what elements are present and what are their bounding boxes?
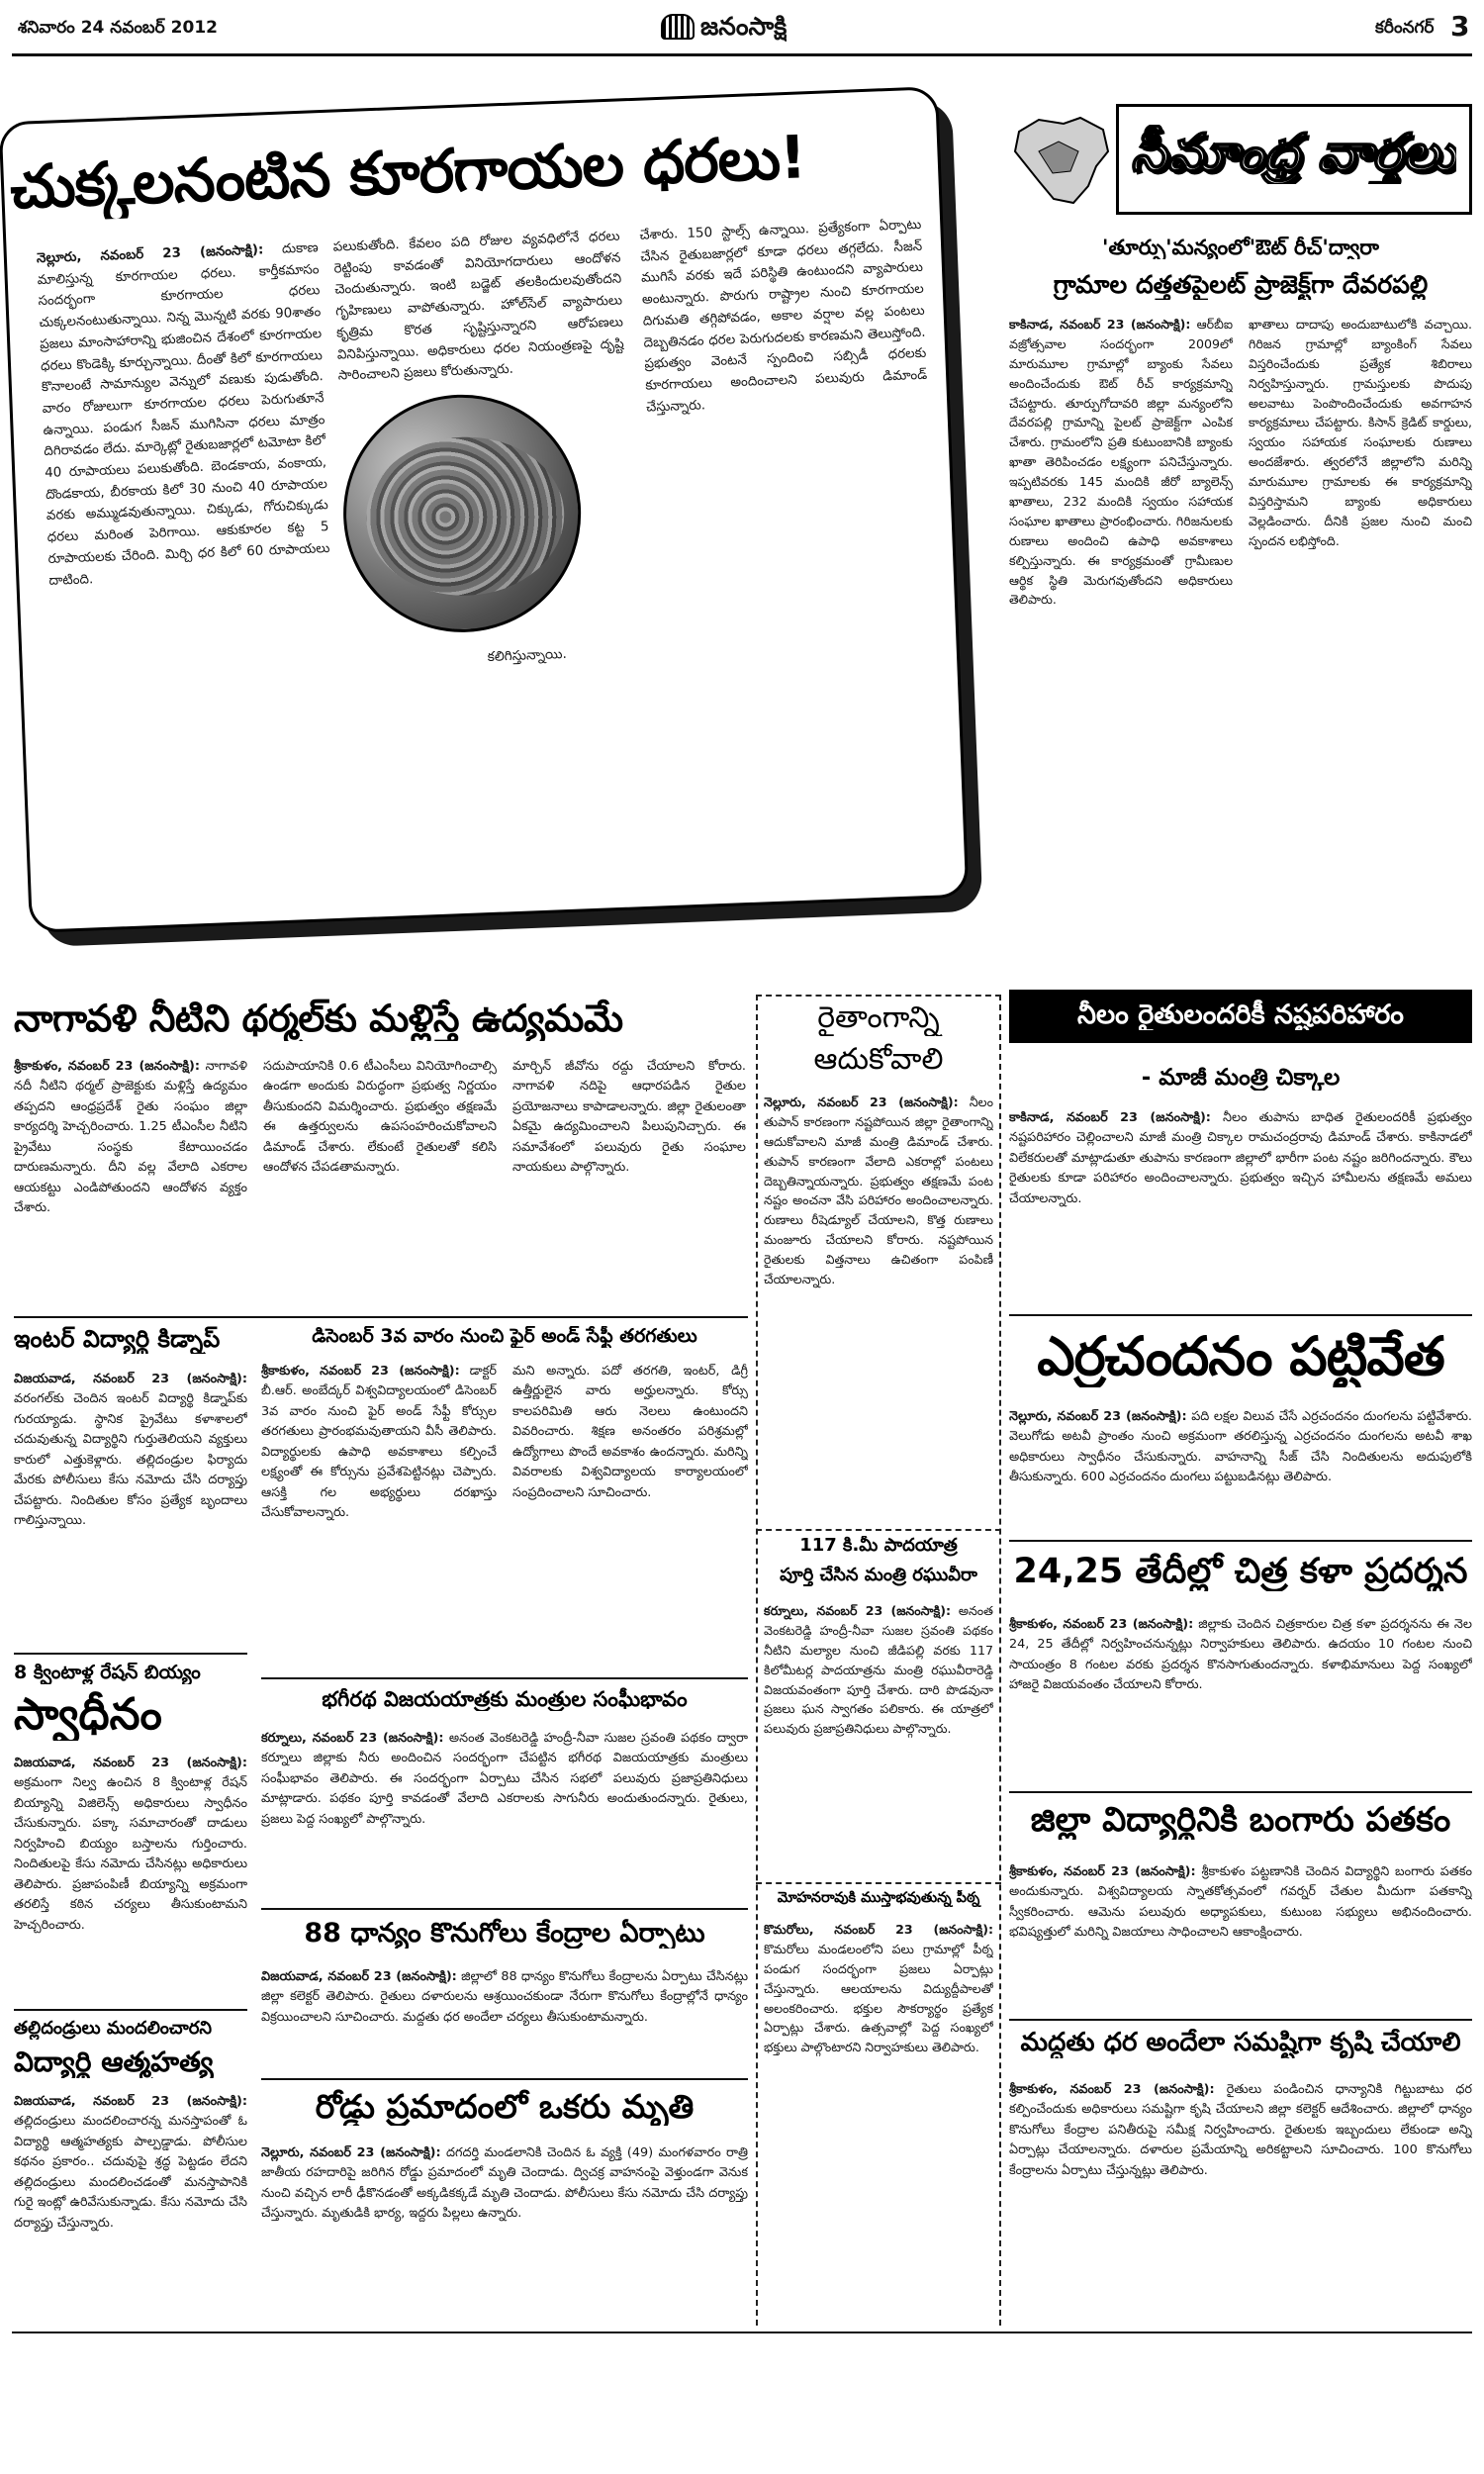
story-support (1009, 2029, 1472, 2326)
fire-column-1-text: డాక్టర్ బీ.ఆర్. అంబేద్కర్ విశ్వవిద్యాలయంలో డిసెంబర్ 3వ వారం నుంచి ఫైర్ అండ్ సేఫ్టీ కోర్సుల తరగతులు ప్రారంభమవుతాయని వీసీ తెలిపారు. విద్యార్థులకు ఉపాధి అవకాశాలు కల్పించే లక్ష్యంతో ఈ కోర్సును ప్రవేశపెట్టినట్లు చెప్పారు. ఆసక్తి గల అభ్యర్థులు దరఖాస్తు చేసుకోవాలన్నారు. (261, 1364, 497, 1521)
story-devarapalli (1009, 236, 1472, 998)
seemandhra-title-box (1116, 104, 1472, 215)
story-bhagiratha (261, 1687, 748, 1905)
divider-nagavali (14, 1316, 748, 1318)
dashed-divider-farmers (756, 1529, 1001, 1531)
rice-headline-2: స్వాధీనం (14, 1690, 162, 1740)
story-fire (261, 1326, 748, 1672)
farmers-dateline: నెల్లూరు, నవంబర్ 23 (జనంసాక్షి): (764, 1094, 959, 1109)
padayatra-headline-2: పూర్తి చేసిన మంత్రి రఘువీరా (780, 1566, 977, 1585)
bhagiratha-headline: భగీరథ విజయయాత్రకు మంత్రుల సంఘీభావం (322, 1687, 688, 1711)
mohanrao-headline: మోహనరావుకి ముస్తాభవుతున్న పీఠ్న (777, 1890, 980, 1906)
story-art (1009, 1552, 1472, 1789)
lead-photo-caption: కలిగిస్తున్నాయి. (487, 645, 568, 665)
suicide-text: తల్లిదండ్రులు మందలించారన్న మనస్తాపంతో ఓ విద్యార్థి ఆత్మహత్యకు పాల్పడ్డాడు. పోలీసుల కథనం ప్రకారం.. చదువుపై శ్రద్ధ పెట్టడం లేదని తల్లిదండ్రులు మందలించడంతో మనస్తాపానికి గురై ఇంట్లో ఉరివేసుకున్నాడు. కేసు నమోదు చేసి దర్యాప్తు చేస్తున్నారు. (14, 2114, 247, 2231)
divider-kidnap (14, 1653, 247, 1655)
story-mohanrao (764, 1890, 993, 2326)
neelam-text: నీలం తుపాను బాధిత రైతులందరికీ ప్రభుత్వం నష్టపరిహారం చెల్లించాలని మాజీ మంత్రి చిక్కాల రామచంద్రరావు డిమాండ్ చేశారు. కాకినాడలో విలేకరులతో మాట్లాడుతూ తుపాను కారణంగా జిల్లాలో భారీగా పంట నష్టం జరిగిందన్నారు. కౌలు రైతులకు కూడా పరిహారం అందించాలన్నారు. ప్రభుత్వం ఇచ్చిన హామీలను తక్షణమే అమలు చేయాలన్నారు. (1009, 1110, 1472, 1206)
bhagiratha-dateline: కర్నూలు, నవంబర్ 23 (జనంసాక్షి): (261, 1731, 444, 1746)
divider-gold (1009, 2019, 1472, 2021)
support-text: రైతులు పండించిన ధాన్యానికి గిట్టుబాటు ధర కల్పించేందుకు అధికారులు సమష్టిగా కృషి చేయాలని జిల్లా కలెక్టర్ ఆదేశించారు. జిల్లాలో ధాన్యం కొనుగోలు కేంద్రాల పనితీరుపై సమీక్ష నిర్వహించారు. రైతులకు ఇబ్బందులు లేకుండా అన్ని ఏర్పాట్లు చేయాలన్నారు. దళారుల ప్రమేయాన్ని అరికట్టాలని సూచించారు. 100 కొనుగోలు కేంద్రాలను ఏర్పాటు చేస్తున్నట్లు తెలిపారు. (1009, 2082, 1472, 2178)
nagavali-column-1-text: నాగావళి నదీ నీటిని థర్మల్ ప్రాజెక్టుకు మళ్లిస్తే ఉద్యమం తప్పదని ఆంధ్రప్రదేశ్ రైతు సంఘం జిల్లా కార్యదర్శి హెచ్చరించారు. 1.25 టీఎంసీల నీటిని ప్రైవేటు సంస్థకు కేటాయించడం దారుణమన్నారు. దీని వల్ల వేలాది ఎకరాల ఆయకట్టు ఎండిపోతుందని ఆందోళన వ్యక్తం చేశారు. (14, 1059, 247, 1216)
rice-text: అక్రమంగా నిల్వ ఉంచిన 8 క్వింటాళ్ల రేషన్ బియ్యాన్ని విజిలెన్స్ అధికారులు స్వాధీనం చేసుకున్నారు. పక్కా సమాచారంతో దాడులు నిర్వహించి బియ్యం బస్తాలను గుర్తించారు. నిందితులపై కేసు నమోదు చేసినట్లు అధికారులు తెలిపారు. ప్రజాపంపిణీ బియ్యాన్ని అక్రమంగా తరలిస్తే కఠిన చర్యలు తీసుకుంటామని హెచ్చరించారు. (14, 1775, 247, 1933)
bottom-rule (12, 2331, 1472, 2333)
story-accident (261, 2088, 748, 2326)
nagavali-column-1 (14, 1057, 247, 1314)
farmers-body (764, 1093, 993, 1520)
nagavali-column-2 (263, 1057, 497, 1314)
suicide-body (14, 2092, 247, 2322)
fire-column-1 (261, 1362, 497, 1668)
redsandal-headline: ఎర్రచందనం పట్టివేత (1037, 1326, 1444, 1387)
story-nagavali (14, 998, 748, 1316)
andhra-map-icon (1009, 112, 1118, 211)
suicide-dateline: విజయవాడ, నవంబర్ 23 (జనంసాక్షి): (14, 2094, 247, 2109)
dashed-divider-padayatra (756, 1882, 1001, 1884)
nagavali-column-2-text: సదుపాయానికి 0.6 టీఎంసీలు వినియోగించాల్సి ఉండగా అందుకు విరుద్ధంగా ప్రభుత్వ నిర్ణయం తీసుకుందని విమర్శించారు. ప్రభుత్వం తక్షణమే ఈ ఉత్తర్వులను ఉపసంహరించుకోవాలని డిమాండ్ చేశారు. లేకుంటే రైతులతో కలిసి ఆందోళన చేపడతామన్నారు. (263, 1059, 497, 1176)
accident-dateline: నెల్లూరు, నవంబర్ 23 (జనంసాక్షి): (261, 2145, 441, 2160)
rice-body (14, 1754, 247, 2001)
fire-column-2 (512, 1362, 748, 1668)
kidnap-body (14, 1370, 247, 1645)
redsandal-body (1009, 1407, 1472, 1536)
neelam-dateline: కాకినాడ, నవంబర్ 23 (జనంసాక్షి): (1009, 1110, 1211, 1125)
suicide-headline-2: విద్యార్థి ఆత్మహత్య (14, 2046, 214, 2078)
paddy-headline: 88 ధాన్యం కొనుగోలు కేంద్రాల ఏర్పాటు (304, 1918, 705, 1949)
nagavali-column-3 (512, 1057, 746, 1314)
padayatra-dateline: కర్నూలు, నవంబర్ 23 (జనంసాక్షి): (764, 1603, 952, 1618)
art-headline: 24,25 తేదీల్లో చిత్ర కళా ప్రదర్శన (1013, 1552, 1468, 1591)
neelam-headline-bar (1009, 990, 1472, 1043)
devarapalli-headline-1: 'తూర్పు'మన్యంలో'ఔట్ రీచ్'ద్వారా (1102, 236, 1379, 259)
divider-rice (14, 2009, 247, 2011)
lead-column-2-text: పలుకుతోంది. కేవలం పది రోజుల వ్యవధిలోనే ధరలు రెట్టింపు కావడంతో వినియోగదారులు ఆందోళన చెందుతున్నారు. ఇంటి బడ్జెట్ తలకిందులవుతోందని గృహిణులు వాపోతున్నారు. హోల్‌సేల్ వ్యాపారులు కృత్రిమ కొరత సృష్టిస్తున్నారని ఆరోపణలు వినిపిస్తున్నాయి. అధికారులు ధరల నియంత్రణపై దృష్టి సారించాలని ప్రజలు కోరుతున్నారు. (332, 229, 624, 384)
dashed-border-top (756, 995, 1001, 997)
suicide-headline-1: తల్లిదండ్రులు మందలించారని (14, 2019, 213, 2039)
masthead-logo (661, 8, 829, 48)
neelam-body (1009, 1108, 1472, 1311)
story-kidnap (14, 1326, 247, 1648)
padayatra-headline-1: 117 కి.మీ పాదయాత్ర (799, 1536, 958, 1556)
masthead (0, 0, 1484, 61)
redsandal-text: పది లక్షల విలువ చేసే ఎర్రచందనం దుంగలను పట్టివేశారు. వెలుగోడు అటవీ ప్రాంతం నుంచి అక్రమంగా తరలిస్తున్న ఎర్రచందనం దుంగలను అటవీ శాఖ అధికారులు స్వాధీనం చేసుకున్నారు. వాహనాన్ని సీజ్ చేసి నిందితులను అదుపులోకి తీసుకున్నారు. 600 ఎర్రచందనం దుంగలు పట్టుబడినట్లు తెలిపారు. (1009, 1409, 1472, 1485)
neelam-subhead: - మాజీ మంత్రి చిక్కాల (1141, 1065, 1341, 1091)
rice-dateline: విజయవాడ, నవంబర్ 23 (జనంసాక్షి): (14, 1756, 247, 1770)
paddy-body (261, 1967, 748, 2074)
support-headline: మద్దతు ధర అందేలా సమష్టిగా కృషి చేయాలి (1020, 2029, 1461, 2057)
lead-headline: చుక్కలనంటిన కూరగాయల ధరలు! (8, 123, 807, 224)
fire-dateline: శ్రీకాకుళం, నవంబర్ 23 (జనంసాక్షి): (261, 1364, 460, 1379)
gold-text: శ్రీకాకుళం పట్టణానికి చెందిన విద్యార్థిని బంగారు పతకం అందుకున్నారు. విశ్వవిద్యాలయ స్నాతకోత్సవంలో గవర్నర్ చేతుల మీదుగా పతకాన్ని స్వీకరించారు. ఆమెను పలువురు అధ్యాపకులు, కుటుంబ సభ్యులు అభినందించారు. భవిష్యత్తులో మరిన్ని విజయాలు సాధించాలని ఆకాంక్షించారు. (1009, 1864, 1472, 1941)
seemandhra-panel (1009, 104, 1472, 218)
mohanrao-text: కొమరోలు మండలంలోని పలు గ్రామాల్లో పీఠ్న పండుగ సందర్భంగా ప్రజలు ఏర్పాట్లు చేస్తున్నారు. ఆలయాలను విద్యుద్దీపాలతో అలంకరించారు. భక్తుల సౌకర్యార్థం ప్రత్యేక ఏర్పాట్లు చేశారు. ఉత్సవాల్లో పెద్ద సంఖ్యలో భక్తులు పాల్గొంటారని నిర్వాహకులు తెలిపారు. (764, 1941, 993, 2055)
lead-photo (339, 390, 586, 636)
lead-frame (0, 86, 969, 933)
story-redsandal (1009, 1326, 1472, 1539)
rice-headline-1: 8 క్వింటాళ్ల రేషన్ బియ్యం (14, 1663, 201, 1683)
story-rice (14, 1663, 247, 2004)
farmers-text: నీలం తుపాన్ కారణంగా నష్టపోయిన జిల్లా రైతాంగాన్ని ఆదుకోవాలని మాజీ మంత్రి డిమాండ్ చేశారు. తుపాన్ కారణంగా వేలాది ఎకరాల్లో పంటలు దెబ్బతిన్నాయన్నారు. ప్రభుత్వం తక్షణమే పంట నష్టం అంచనా వేసి పరిహారం అందించాలన్నారు. రుణాలు రీషెడ్యూల్ చేయాలని, కొత్త రుణాలు మంజూరు చేయాలని కోరారు. నష్టపోయిన రైతులకు విత్తనాలు ఉచితంగా పంపిణీ చేయాలన్నారు. (764, 1094, 993, 1287)
paddy-dateline: విజయవాడ, నవంబర్ 23 (జనంసాక్షి): (261, 1969, 457, 1984)
devarapalli-column-2-text: ఖాతాలు దాదాపు అందుబాటులోకి వచ్చాయి. గిరిజన గ్రామాల్లో బ్యాంకింగ్ సేవలు విస్తరించేందుకు ప్రత్యేక శిబిరాలు నిర్వహిస్తున్నారు. గ్రామస్తులకు పొదుపు అలవాటు పెంపొందించేందుకు అవగాహన కార్యక్రమాలు చేపట్టారు. కిసాన్ క్రెడిట్ కార్డులు, స్వయం సహాయక సంఘాలకు రుణాలు అందజేశారు. త్వరలోనే జిల్లాలోని మరిన్ని మారుమూల గ్రామాలకు ఈ కార్యక్రమాన్ని విస్తరిస్తామని బ్యాంకు అధికారులు వెల్లడించారు. దీనికి ప్రజల నుంచి మంచి స్పందన లభిస్తోంది. (1249, 317, 1472, 548)
accident-text: దగదర్తి మండలానికి చెందిన ఓ వ్యక్తి (49) మంగళవారం రాత్రి జాతీయ రహదారిపై జరిగిన రోడ్డు ప్రమాదంలో మృతి చెందాడు. ద్విచక్ర వాహనంపై వెళ్తుండగా వెనుక నుంచి వచ్చిన లారీ ఢీకొనడంతో అక్కడికక్కడే మృతి చెందాడు. పోలీసులు కేసు నమోదు చేసి దర్యాప్తు చేస్తున్నారు. మృతుడికి భార్య, ఇద్దరు పిల్లలు ఉన్నారు. (261, 2145, 748, 2222)
fire-headline: డిసెంబర్ 3వ వారం నుంచి ఫైర్ అండ్ సేఫ్టీ తరగతులు (312, 1326, 697, 1347)
accident-body (261, 2143, 748, 2322)
kidnap-text: వరంగల్‌కు చెందిన ఇంటర్ విద్యార్థి కిడ్నాప్‌కు గురయ్యాడు. స్థానిక ప్రైవేటు కళాశాలలో చదువుతున్న విద్యార్థిని గుర్తుతెలియని వ్యక్తులు కారులో ఎత్తుకెళ్లారు. తల్లిదండ్రుల ఫిర్యాదు మేరకు పోలీసులు కేసు నమోదు చేసి దర్యాప్తు చేపట్టారు. నిందితుల కోసం ప్రత్యేక బృందాలు గాలిస్తున్నాయి. (14, 1391, 247, 1529)
farmers-headline-2: ఆదుకోవాలి (813, 1043, 944, 1077)
kidnap-headline: ఇంటర్ విద్యార్థి కిడ్నాప్ (14, 1326, 221, 1353)
story-farmers (764, 1001, 993, 1524)
divider-redsandal (1009, 1540, 1472, 1542)
nagavali-column-3-text: మార్చిన్ జీవోను రద్దు చేయాలని కోరారు. నాగావళి నదిపై ఆధారపడిన రైతుల ప్రయోజనాలు కాపాడాలన్నారు. జిల్లా రైతులంతా ఏకమై ఉద్యమించాలని పిలుపునిచ్చారు. ఈ సమావేశంలో పలువురు రైతు సంఘాల నాయకులు పాల్గొన్నారు. (512, 1059, 746, 1176)
devarapalli-dateline: కాకినాడ, నవంబర్ 23 (జనంసాక్షి): (1009, 317, 1191, 332)
support-body (1009, 2080, 1472, 2318)
lead-dateline: నెల్లూరు, నవంబర్ 23 (జనంసాక్షి): (36, 242, 264, 267)
dashed-border-right (999, 995, 1001, 2326)
lead-column-1-text: దుకాణ మాలిస్తున్న కూరగాయల ధరలు. కార్తీకమాసం సందర్భంగా కూరగాయల ధరలు చుక్కలనంటుతున్నాయి. నిన్న మొన్నటి వరకు 90శాతం ప్రజలు మాంసాహారాన్ని భుజించిన దేశంలో కూరగాయల ధరలు కొండెక్కి కూర్చున్నాయి. దీంతో కిలో కూరగాయలు కొనాలంటే సామాన్యుల వెన్నులో వణుకు పుడుతోంది. వారం రోజులుగా కూరగాయల ధరలు పెరుగుతూనే ఉన్నాయి. పండుగ సీజన్ ముగిసినా ధరలు మాత్రం దిగిరావడం లేదు. మార్కెట్లో రైతుబజార్లలో టమోటా కిలో 40 రూపాయలు పలుకుతోంది. బెండకాయ, వంకాయ, దొండకాయ, బీరకాయ కిలో 30 నుంచి 40 రూపాయల వరకు అమ్ముడవుతున్నాయి. చిక్కుడు, గోరుచిక్కుడు ధరలు మరింత పెరిగాయి. ఆకుకూరల కట్ట 5 రూపాయలకు చేరింది. మిర్చి ధర కిలో 60 రూపాయలు దాటింది. (37, 240, 330, 589)
lead-column-3 (639, 215, 947, 898)
dashed-border-left (756, 995, 758, 2326)
divider-art (1009, 1791, 1472, 1793)
mohanrao-dateline: కొమరోలు, నవంబర్ 23 (జనంసాక్షి): (764, 1922, 993, 1937)
padayatra-text: అనంత వెంకటరెడ్డి హంద్రీ-నీవా సుజల స్రవంతి పథకం నీటిని మల్యాల నుంచి జీడిపల్లి వరకు 117 కిలోమీటర్ల పాదయాత్రను మంత్రి రఘువీరారెడ్డి విజయవంతంగా పూర్తి చేశారు. దారి పొడవునా ప్రజలు ఘన స్వాగతం పలికారు. ఈ యాత్రలో పలువురు ప్రజాప్రతినిధులు పాల్గొన్నారు. (764, 1603, 993, 1737)
farmers-headline-1: రైతాంగాన్ని (817, 1001, 940, 1035)
devarapalli-column-1-text: ఆర్‌బీఐ వజ్రోత్సవాల సందర్భంగా 2009లో మారుమూల గ్రామాల్లో బ్యాంకు సేవలు అందించేందుకు ఔట్ రీచ్ కార్యక్రమాన్ని చేపట్టారు. తూర్పుగోదావరి జిల్లా మన్యంలోని దేవరపల్లి గ్రామాన్ని పైలట్ ప్రాజెక్ట్‌గా ఎంపిక చేశారు. గ్రామంలోని ప్రతి కుటుంబానికి బ్యాంకు ఖాతా తెరిపించడం లక్ష్యంగా పనిచేస్తున్నారు. ఇప్పటివరకు 145 మందికి జీరో బ్యాలెన్స్ ఖాతాలు, 232 మందికి స్వయం సహాయక సంఘాల ఖాతాలు ప్రారంభించారు. గిరిజనులకు రుణాలు అందించి ఉపాధి అవకాశాలు కల్పిస్తున్నారు. ఈ కార్యక్రమంతో గ్రామీణుల ఆర్థిక స్థితి మెరుగవుతోందని అధికారులు తెలిపారు. (1009, 317, 1233, 608)
page-number: 3 (1450, 10, 1470, 43)
lead-column-1 (37, 238, 344, 920)
masthead-paper-name: జనంసాక్షి (700, 12, 788, 41)
devarapalli-column-2 (1249, 315, 1472, 998)
masthead-edition: కరీంనగర్ (1375, 18, 1435, 38)
kidnap-dateline: విజయవాడ, నవంబర్ 23 (జనంసాక్షి): (14, 1372, 247, 1386)
story-suicide (14, 2019, 247, 2326)
bhagiratha-text: అనంత వెంకటరెడ్డి హంద్రీ-నీవా సుజల స్రవంతి పథకం ద్వారా కర్నూలు జిల్లాకు నీరు అందించిన సందర్భంగా చేపట్టిన భగీరథ విజయయాత్రకు మంత్రులు సంఘీభావం తెలిపారు. ఈ సందర్భంగా ఏర్పాటు చేసిన సభలో పలువురు ప్రజాప్రతినిధులు మాట్లాడారు. పథకం పూర్తి కావడంతో వేలాది ఎకరాలకు సాగునీరు అందుతుందన్నారు. రైతులు, ప్రజలు పెద్ద సంఖ్యలో పాల్గొన్నారు. (261, 1731, 748, 1827)
padayatra-body (764, 1601, 993, 1874)
art-text: జిల్లాకు చెందిన చిత్రకారుల చిత్ర కళా ప్రదర్శనను ఈ నెల 24, 25 తేదీల్లో నిర్వహించనున్నట్లు నిర్వాహకులు తెలిపారు. ఉదయం 10 గంటల నుంచి సాయంత్రం 8 గంటల వరకు ప్రదర్శన కొనసాగుతుందన్నారు. కళాభిమానులు పెద్ద సంఖ్యలో హాజరై విజయవంతం చేయాలని కోరారు. (1009, 1617, 1472, 1693)
lead-story (8, 104, 1003, 975)
story-paddy (261, 1918, 748, 2076)
divider-fire (261, 1677, 748, 1679)
masthead-date: శనివారం 24 నవంబర్ 2012 (18, 18, 218, 38)
seemandhra-title: సీమాంధ్ర వార్తలు (1131, 125, 1457, 183)
masthead-rule (12, 53, 1472, 56)
divider-bhagiratha (261, 1908, 748, 1910)
devarapalli-column-1 (1009, 315, 1233, 998)
accident-headline: రోడ్డు ప్రమాదంలో ఒకరు మృతి (315, 2088, 695, 2126)
neelam-headline: నీలం రైతులందరికీ నష్టపరిహారం (1077, 999, 1404, 1030)
lead-column-2-top (332, 227, 625, 386)
story-padayatra (764, 1536, 993, 1877)
support-dateline: శ్రీకాకుళం, నవంబర్ 23 (జనంసాక్షి): (1009, 2082, 1215, 2097)
art-dateline: శ్రీకాకుళం, నవంబర్ 23 (జనంసాక్షి): (1009, 1617, 1194, 1632)
gold-dateline: శ్రీకాకుళం, నవంబర్ 23 (జనంసాక్షి): (1009, 1864, 1196, 1879)
redsandal-dateline: నెల్లూరు, నవంబర్ 23 (జనంసాక్షి): (1009, 1409, 1187, 1424)
story-gold (1009, 1801, 1472, 2014)
gold-body (1009, 1862, 1472, 2011)
vegetable-stall-image (363, 433, 567, 600)
paddy-text: జిల్లాలో 88 ధాన్యం కొనుగోలు కేంద్రాలను ఏర్పాటు చేసినట్లు జిల్లా కలెక్టర్ తెలిపారు. రైతులు దళారులను ఆశ్రయించకుండా నేరుగా కొనుగోలు కేంద్రాల్లోనే ధాన్యం విక్రయించాలని సూచించారు. మద్దతు ధర అందేలా చర్యలు తీసుకుంటామన్నారు. (261, 1969, 748, 2025)
mohanrao-body (764, 1920, 993, 2321)
story-neelam (1009, 990, 1472, 1316)
divider-neelam (1009, 1314, 1472, 1316)
lead-column-3-text: చేశారు. 150 స్టాల్స్ ఉన్నాయి. ప్రత్యేకంగా ఏర్పాటు చేసిన రైతుబజార్లలో కూడా ధరలు తగ్గలేదు. సీజన్ ముగిసే వరకు ఇదే పరిస్థితి ఉంటుందని వ్యాపారులు అంటున్నారు. పొరుగు రాష్ట్రాల నుంచి కూరగాయల దిగుమతి తగ్గిపోవడం, అకాల వర్షాల వల్ల పంటలు దెబ్బతినడం ధరల పెరుగుదలకు కారణమని తెలుస్తోంది. ప్రభుత్వం వెంటనే స్పందించి సబ్సిడీ ధరలకు కూరగాయలు అందించాలని పలువురు డిమాండ్ చేస్తున్నారు. (639, 217, 928, 416)
logo-emblem-icon (661, 14, 695, 40)
devarapalli-headline-2: గ్రామాల దత్తతపైలట్ ప్రాజెక్ట్‌గా దేవరపల్లి (1053, 271, 1429, 299)
fire-column-2-text: మని అన్నారు. పదో తరగతి, ఇంటర్, డిగ్రీ ఉత్తీర్ణులైన వారు అర్హులన్నారు. కోర్సు కాలపరిమితి ఆరు నెలలు ఉంటుందని వివరించారు. శిక్షణ అనంతరం పరిశ్రమల్లో ఉద్యోగాలు పొందే అవకాశం ఉందన్నారు. మరిన్ని వివరాలకు విశ్వవిద్యాలయ కార్యాలయంలో సంప్రదించాలని సూచించారు. (512, 1364, 748, 1500)
gold-headline: జిల్లా విద్యార్థినికి బంగారు పతకం (1030, 1801, 1451, 1840)
nagavali-dateline: శ్రీకాకుళం, నవంబర్ 23 (జనంసాక్షి): (14, 1059, 200, 1074)
bhagiratha-body (261, 1729, 748, 1903)
divider-paddy (261, 2078, 748, 2080)
art-body (1009, 1615, 1472, 1783)
nagavali-headline: నాగావళి నీటిని థర్మల్‌కు మళ్లిస్తే ఉద్యమమే (14, 998, 623, 1040)
